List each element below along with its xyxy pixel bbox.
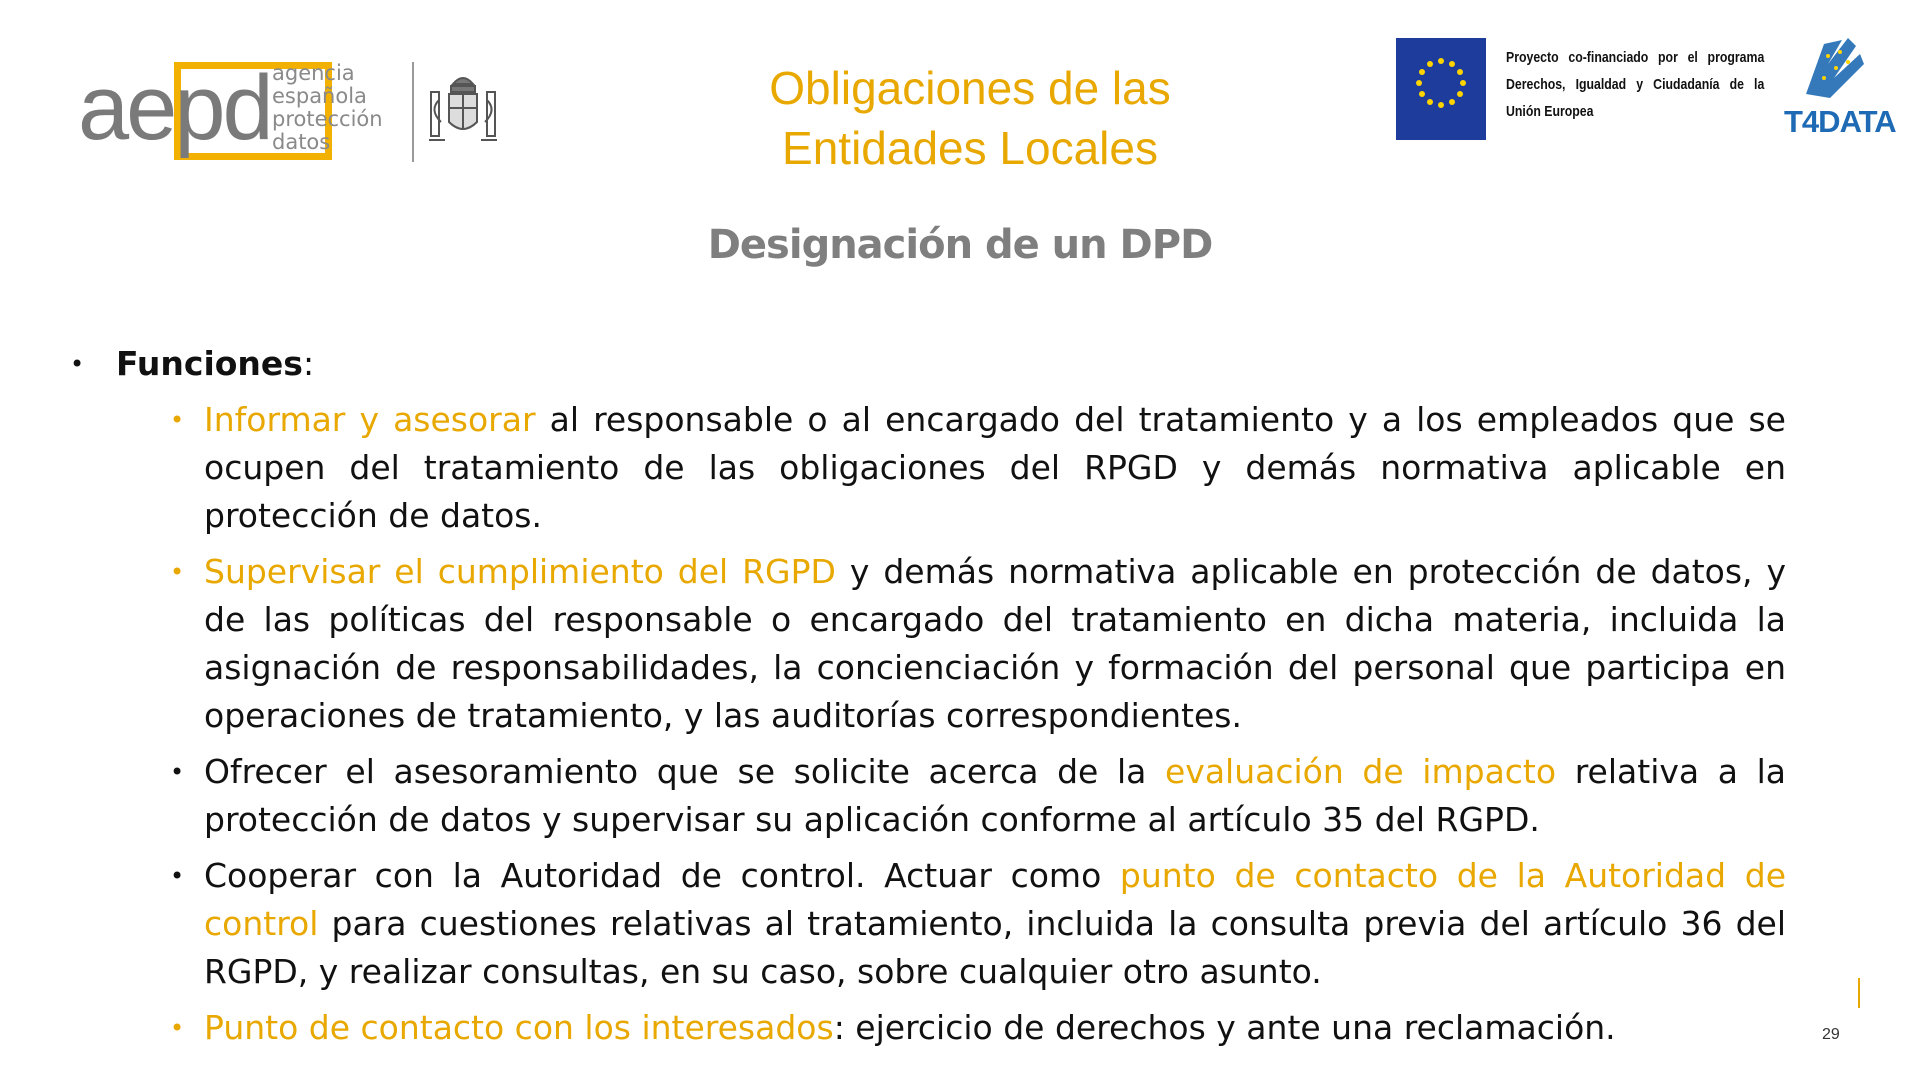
section-heading-suffix: : (302, 344, 315, 383)
item-text-pre: Cooperar con la Autoridad de control. Actuar como (204, 856, 1120, 895)
item-text: al responsable o al encargado del tratamiento y a los empleados que se ocupen del tratamiento de las obligaciones del RPGD y demás normativa aplicable en protección de datos. (204, 400, 1786, 535)
slide-title-line1: Obligaciones de las (769, 62, 1171, 114)
list-item (70, 748, 1786, 844)
list-item (70, 1004, 1786, 1052)
slide-title (700, 58, 1240, 178)
aepd-logo-text-line: española (272, 84, 367, 108)
item-text: y demás normativa aplicable en protección de datos, y de las políticas del responsable o encargado del tratamiento en dicha materia, incluida la asignación de responsabilidades, la concienciación y formación del personal que participa en operaciones de tratamiento, y las auditorías correspondientes. (204, 552, 1787, 735)
item-text: para cuestiones relativas al tratamiento, incluida la consulta previa del artículo 36 del RGPD, y realizar consultas, en su caso, sobre cualquier otro asunto. (204, 904, 1786, 991)
eu-flag-icon (1396, 38, 1486, 140)
bullet-icon: • (170, 558, 185, 586)
bullet-icon: • (170, 758, 185, 786)
list-item-level1 (70, 340, 1860, 388)
slide-title-line2: Entidades Locales (782, 122, 1158, 174)
aepd-logo-text-line: protección (272, 107, 383, 131)
page-number: 29 (1822, 1026, 1840, 1043)
highlight-text: punto de contacto de la Autoridad de control (204, 856, 1786, 943)
aepd-logo-text-line: datos (272, 130, 331, 154)
section-heading: Funciones (116, 344, 303, 383)
bullet-icon: • (170, 862, 185, 890)
bullet-icon: • (170, 1014, 185, 1042)
highlight-text: Punto de contacto con los interesados (204, 1008, 834, 1047)
slide-content (70, 340, 1860, 1060)
highlight-text: Informar y asesorar (204, 400, 536, 439)
aepd-logo-text (272, 62, 383, 154)
t4data-logo-text: T4DATA (1784, 104, 1896, 139)
logo-divider (412, 62, 414, 162)
bullet-icon: • (70, 350, 85, 378)
slide-subtitle: Designación de un DPD (707, 222, 1213, 268)
aepd-logo-letters: aepd (78, 57, 271, 159)
highlight-text: Supervisar el cumplimiento del RGPD (204, 552, 836, 591)
eu-cofinance-text: Proyecto co-financiado por el programa Derechos, Igualdad y Ciudadanía de la Unión Europea (1506, 49, 1765, 120)
list-item (70, 548, 1786, 740)
list-item (70, 852, 1786, 996)
aepd-logo-text-line: agencia (272, 61, 355, 85)
bullet-icon: • (170, 406, 185, 434)
highlight-text: evaluación de impacto (1165, 752, 1557, 791)
item-text: : ejercicio de derechos y ante una reclamación. (833, 1008, 1616, 1047)
item-text-pre: Ofrecer el asesoramiento que se solicite acerca de la (204, 752, 1165, 791)
item-text: relativa a la protección de datos y supervisar su aplicación conforme al artículo 35 del RGPD. (204, 752, 1787, 839)
page-marker (1858, 978, 1860, 1008)
coat-of-arms-icon (425, 70, 501, 156)
list-item (70, 396, 1786, 540)
